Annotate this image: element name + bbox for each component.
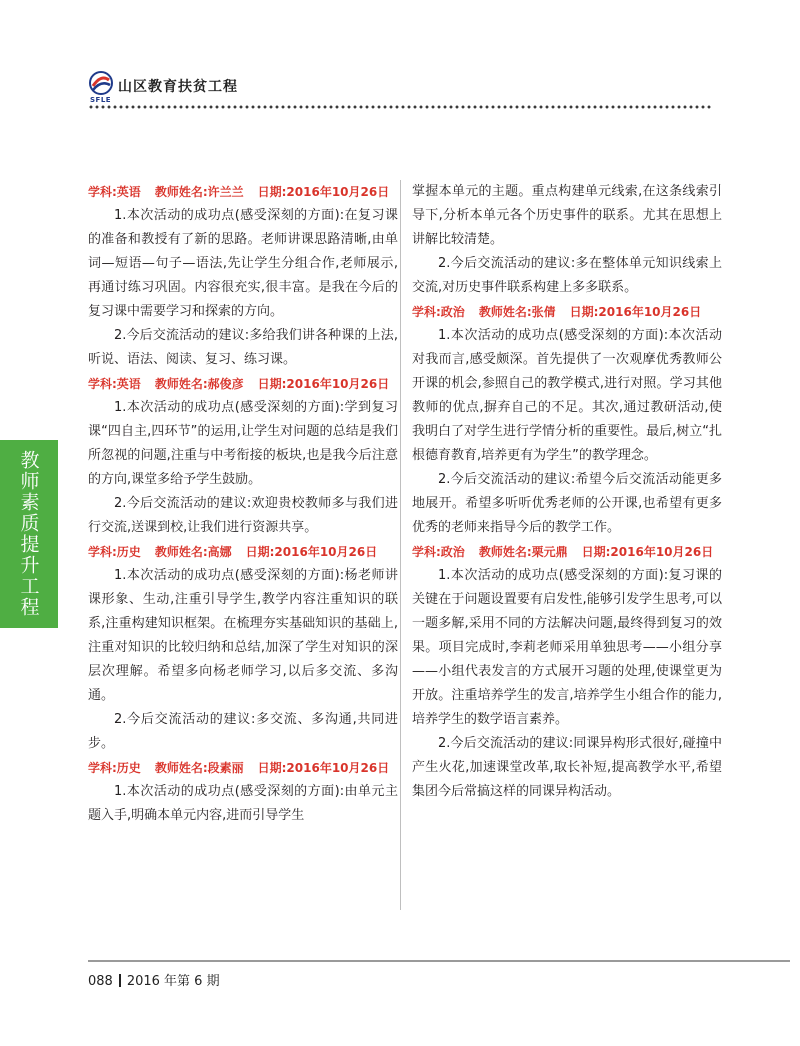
- entry-subject: 学科:历史: [88, 761, 141, 775]
- body-paragraph: 2.今后交流活动的建议:同课异构形式很好,碰撞中产生火花,加速课堂改革,取长补短,提高教学水平,希望集团今后常搞这样的同课异构活动。: [412, 736, 722, 799]
- logo-text: SFLE: [90, 96, 112, 104]
- entry-teacher: 教师姓名:段素丽: [154, 761, 244, 775]
- right-column: [412, 180, 722, 804]
- body-paragraph: 掌握本单元的主题。重点构建单元线索,在这条线索引导下,分析本单元各个历史事件的联系。尤其在思想上讲解比较清楚。: [412, 184, 722, 247]
- body-paragraph: 1.本次活动的成功点(感受深刻的方面):本次活动对我而言,感受颇深。首先提供了一次观摩优秀教师公开课的机会,参照自己的教学模式,进行对照。学习其他教师的优点,摒弃自己的不足。其次,通过教研活动,使我明白了对学生进行学情分析的重要性。最后,树立“扎根德育教育,培养更有为学生”的教学理念。: [412, 328, 722, 463]
- entry-header: [88, 180, 398, 204]
- body-paragraph: 1.本次活动的成功点(感受深刻的方面):由单元主题入手,明确本单元内容,进而引导学生: [88, 784, 398, 823]
- issue-label: 2016 年第 6 期: [126, 974, 220, 989]
- entry-date: 日期:2016年10月26日: [257, 185, 390, 199]
- entry-teacher: 教师姓名:高娜: [154, 545, 232, 559]
- entry-date: 日期:2016年10月26日: [257, 761, 390, 775]
- column-divider: [400, 180, 401, 910]
- page-number: 088: [88, 974, 113, 989]
- entry-subject: 学科:政治: [412, 305, 465, 319]
- body-paragraph: 2.今后交流活动的建议:欢迎贵校教师多与我们进行交流,送课到校,让我们进行资源共享。: [88, 496, 398, 535]
- entry-header: [412, 300, 722, 324]
- entry-subject: 学科:英语: [88, 185, 141, 199]
- entry-header: [412, 540, 722, 564]
- left-column: [88, 180, 398, 828]
- entry-subject: 学科:英语: [88, 377, 141, 391]
- entry-teacher: 教师姓名:郝俊彦: [154, 377, 244, 391]
- footer-rule: [88, 960, 790, 962]
- dotted-divider: [88, 104, 713, 110]
- body-paragraph: 1.本次活动的成功点(感受深刻的方面):在复习课的准备和教授有了新的思路。老师讲课思路清晰,由单词—短语—句子—语法,先让学生分组合作,老师展示,再通讨练习巩固。内容很充实,很丰富。是我在今后的复习课中需要学习和探索的方向。: [88, 208, 398, 319]
- entry-date: 日期:2016年10月26日: [581, 545, 714, 559]
- footer-separator: [119, 974, 121, 987]
- entry-teacher: 教师姓名:栗元鼎: [478, 545, 568, 559]
- entry-teacher: 教师姓名:张倩: [478, 305, 556, 319]
- entry-subject: 学科:政治: [412, 545, 465, 559]
- entry-date: 日期:2016年10月26日: [257, 377, 390, 391]
- entry-header: [88, 540, 398, 564]
- body-paragraph: 2.今后交流活动的建议:多给我们讲各种课的上法,听说、语法、阅读、复习、练习课。: [88, 328, 398, 367]
- sfle-logo-icon: [88, 70, 114, 96]
- entry-header: [88, 756, 398, 780]
- body-paragraph: 1.本次活动的成功点(感受深刻的方面):杨老师讲课形象、生动,注重引导学生,教学内容注重知识的联系,注重构建知识框架。在梳理夯实基础知识的基础上,注重对知识的比较归纳和总结,加深了学生对知识的深层次理解。希望多向杨老师学习,以后多交流、多沟通。: [88, 568, 398, 703]
- entry-subject: 学科:历史: [88, 545, 141, 559]
- body-paragraph: 2.今后交流活动的建议:多交流、多沟通,共同进步。: [88, 712, 398, 751]
- body-paragraph: 1.本次活动的成功点(感受深刻的方面):学到复习课“四自主,四环节”的运用,让学生对问题的总结是我们所忽视的问题,注重与中考衔接的板块,也是我今后注意的方向,课堂多给予学生鼓励。: [88, 400, 398, 487]
- page-footer: [88, 970, 220, 989]
- entry-date: 日期:2016年10月26日: [245, 545, 378, 559]
- side-tab-label: 教师素质提升工程: [17, 450, 40, 618]
- entry-date: 日期:2016年10月26日: [569, 305, 702, 319]
- body-paragraph: 2.今后交流活动的建议:多在整体单元知识线索上交流,对历史事件联系构建上多多联系。: [412, 256, 722, 295]
- page-header: [88, 70, 708, 104]
- section-side-tab: [0, 440, 58, 628]
- body-paragraph: 2.今后交流活动的建议:希望今后交流活动能更多地展开。希望多听听优秀老师的公开课,也希望有更多优秀的老师来指导今后的教学工作。: [412, 472, 722, 535]
- entry-teacher: 教师姓名:许兰兰: [154, 185, 244, 199]
- body-paragraph: 1.本次活动的成功点(感受深刻的方面):复习课的关键在于问题设置要有启发性,能够引发学生思考,可以一题多解,采用不同的方法解决问题,最终得到复习的效果。项目完成时,李莉老师采用单独思考——小组分享——小组代表发言的方式展开习题的处理,使课堂更为开放。注重培养学生的发言,培养学生小组合作的能力,培养学生的数学语言素养。: [412, 568, 722, 727]
- header-title: 山区教育扶贫工程: [118, 79, 238, 95]
- entry-header: [88, 372, 398, 396]
